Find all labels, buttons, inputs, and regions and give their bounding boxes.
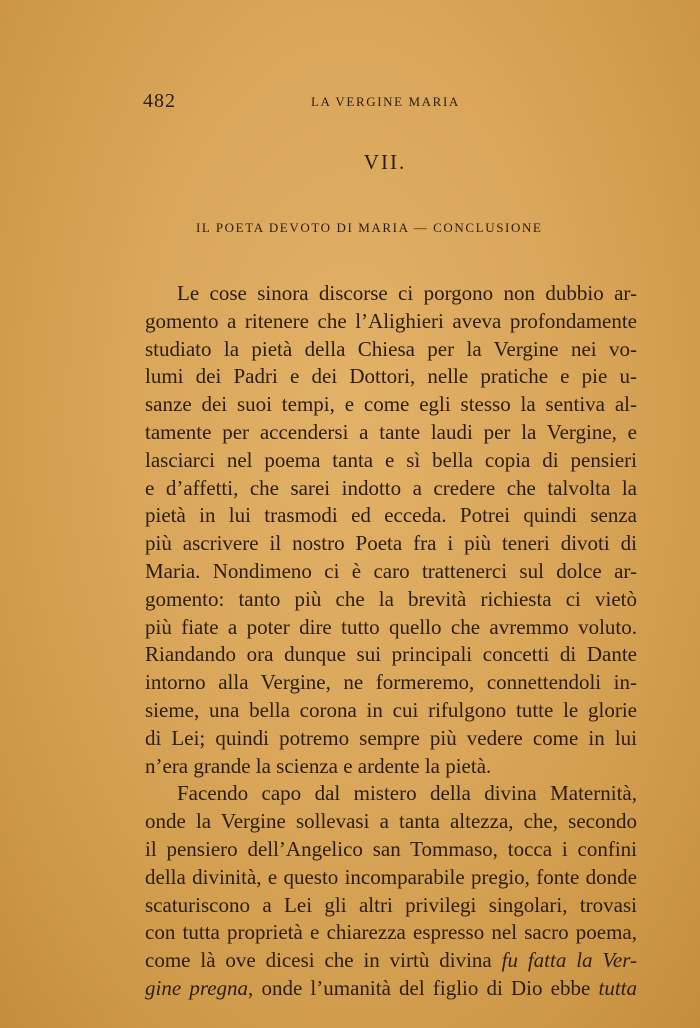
text-segment: lumi dei Padri e dei Dottori, nelle pratiche e pie u-: [145, 364, 637, 389]
text-line: [145, 530, 637, 558]
text-segment: il pensiero dell’Angelico san Tommaso, tocca i confini: [145, 836, 637, 861]
text-line: [145, 475, 637, 503]
text-segment: intorno alla Vergine, ne formeremo, connettendoli in-: [145, 670, 637, 695]
text-line: [145, 419, 637, 447]
text-line: [145, 780, 637, 808]
text-segment: come là ove dicesi che in virtù divina: [145, 948, 502, 973]
body-text: [145, 280, 637, 1003]
text-segment: di Lei; quindi potremo sempre più vedere come in lui: [145, 725, 637, 750]
italic-text: gine pregna: [145, 975, 249, 1000]
running-title: LA VERGINE MARIA: [311, 94, 460, 109]
text-line: [145, 808, 637, 836]
text-line: [145, 336, 637, 364]
text-line: [145, 641, 637, 669]
text-line: [145, 363, 637, 391]
text-segment: più ascrivere il nostro Poeta fra i più teneri divoti di: [145, 531, 637, 556]
text-line: [145, 614, 637, 642]
text-line: [145, 280, 637, 308]
text-segment: Riandando ora dunque sui principali concetti di Dante: [145, 642, 637, 667]
text-segment: sieme, una bella corona in cui rifulgono tutte le glorie: [145, 697, 637, 722]
italic-text: fu fatta la Ver-: [501, 948, 637, 973]
text-line: [145, 502, 637, 530]
text-segment: tamente per accendersi a tante laudi per la Vergine, e: [145, 419, 637, 444]
text-line: [145, 919, 637, 947]
text-line: [145, 947, 637, 975]
text-line: [145, 753, 637, 781]
text-segment: sanze dei suoi tempi, e come egli stesso la sentiva al-: [145, 392, 637, 417]
text-segment: della divinità, e questo incomparabile pregio, fonte donde: [145, 864, 637, 889]
text-line: [145, 558, 637, 586]
page-number: 482: [143, 90, 176, 112]
text-line: [145, 697, 637, 725]
text-segment: studiato la pietà della Chiesa per la Vergine nei vo-: [145, 336, 637, 361]
text-segment: Le cose sinora discorse ci porgono non dubbio ar-: [177, 281, 637, 305]
text-line: [145, 586, 637, 614]
text-segment: onde la Vergine sollevasi a tanta altezza, che, secondo: [145, 809, 637, 834]
italic-text: tutta: [598, 975, 637, 1000]
text-segment: gomento: tanto più che la brevità richiesta ci vietò: [145, 586, 637, 611]
text-segment: pietà in lui trasmodi ed ecceda. Potrei quindi senza: [145, 503, 637, 528]
text-segment: n’era grande la scienza e ardente la pietà.: [145, 753, 492, 778]
text-segment: Facendo capo dal mistero della divina Maternità,: [177, 781, 637, 806]
text-line: [145, 725, 637, 753]
text-line: [145, 836, 637, 864]
text-segment: gomento a ritenere che l’Alighieri aveva profondamente: [145, 308, 637, 333]
text-line: [145, 391, 637, 419]
text-line: [145, 308, 637, 336]
text-segment: con tutta proprietà e chiarezza espresso nel sacro poema,: [145, 920, 637, 945]
text-segment: , onde l’umanità del figlio di Dio ebbe: [248, 975, 599, 1000]
text-segment: scaturiscono a Lei gli altri privilegi singolari, trovasi: [145, 892, 637, 917]
text-segment: e d’affetti, che sarei indotto a credere che talvolta la: [145, 475, 637, 500]
text-line: [145, 864, 637, 892]
section-title: IL POETA DEVOTO DI MARIA — CONCLUSIONE: [196, 220, 543, 235]
text-segment: più fiate a poter dire tutto quello che avremmo voluto.: [145, 614, 637, 639]
running-head: [143, 90, 631, 114]
text-segment: Maria. Nondimeno ci è caro trattenerci sul dolce ar-: [145, 558, 637, 583]
chapter-number: VII.: [363, 150, 407, 174]
text-segment: lasciarci nel poema tanta e sì bella copia di pensieri: [145, 447, 637, 472]
text-line: [145, 975, 637, 1003]
text-line: [145, 892, 637, 920]
text-line: [145, 447, 637, 475]
text-line: [145, 669, 637, 697]
